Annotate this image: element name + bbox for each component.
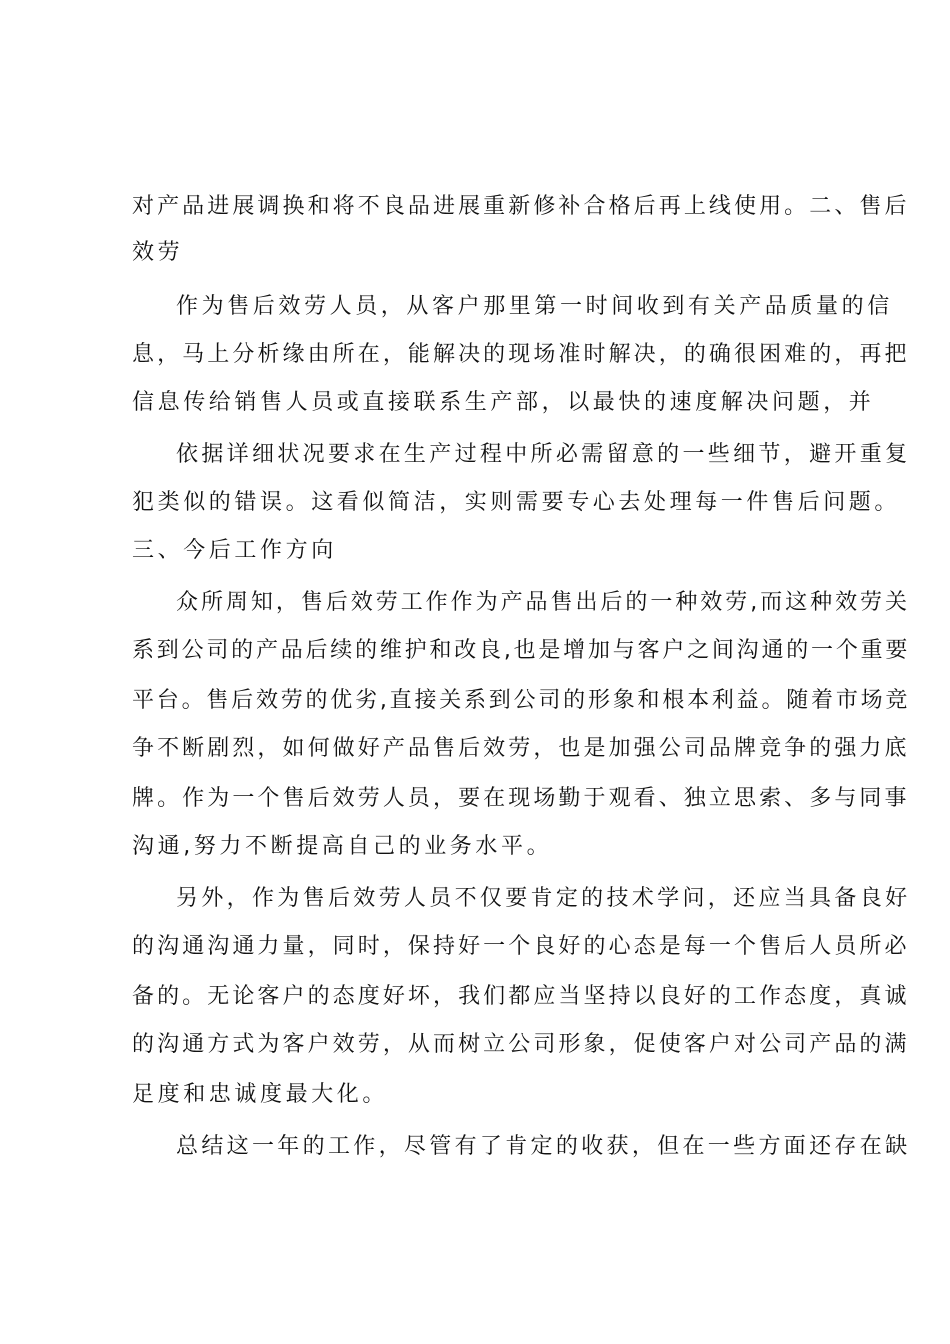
section-heading: 三、今后工作方向 (132, 538, 337, 563)
text-line: 的沟通沟通力量，同时，保持好一个良好的心态是每一个售后人员所必 (132, 934, 910, 959)
text-line: 平台。售后效劳的优劣,直接关系到公司的形象和根本利益。随着市场竞 (132, 688, 911, 713)
text-line: 息，马上分析缘由所在，能解决的现场准时解决，的确很困难的，再把 (132, 342, 910, 367)
text-line: 足度和忠诚度最大化。 (132, 1082, 389, 1107)
text-line: 信息传给销售人员或直接联系生产部，以最快的速度解决问题，并 (132, 390, 875, 415)
text-line: 依据详细状况要求在生产过程中所必需留意的一些细节，避开重复 (176, 442, 911, 467)
text-line: 另外，作为售后效劳人员不仅要肯定的技术学问，还应当具备良好 (176, 886, 911, 911)
text-line: 众所周知，售后效劳工作作为产品售出后的一种效劳,而这种效劳关 (176, 590, 910, 615)
text-line: 对产品进展调换和将不良品进展重新修补合格后再上线使用。二、售后 (132, 194, 910, 219)
text-line: 牌。作为一个售后效劳人员，要在现场勤于观看、独立思索、多与同事 (132, 786, 910, 811)
text-line: 的沟通方式为客户效劳，从而树立公司形象，促使客户对公司产品的满 (132, 1032, 910, 1057)
text-line: 争不断剧烈，如何做好产品售后效劳，也是加强公司品牌竞争的强力底 (132, 736, 910, 761)
text-line: 效劳 (132, 240, 184, 265)
text-line: 作为售后效劳人员，从客户那里第一时间收到有关产品质量的信 (176, 294, 893, 319)
text-line: 系到公司的产品后续的维护和改良,也是增加与客户之间沟通的一个重要 (132, 638, 911, 663)
text-line: 犯类似的错误。这看似简洁，实则需要专心去处理每一件售后问题。 (132, 490, 901, 515)
text-line: 沟通,努力不断提高自己的业务水平。 (132, 834, 553, 859)
text-line: 备的。无论客户的态度好坏，我们都应当坚持以良好的工作态度，真诚 (132, 984, 910, 1009)
text-line: 总结这一年的工作，尽管有了肯定的收获，但在一些方面还存在缺 (176, 1134, 911, 1159)
